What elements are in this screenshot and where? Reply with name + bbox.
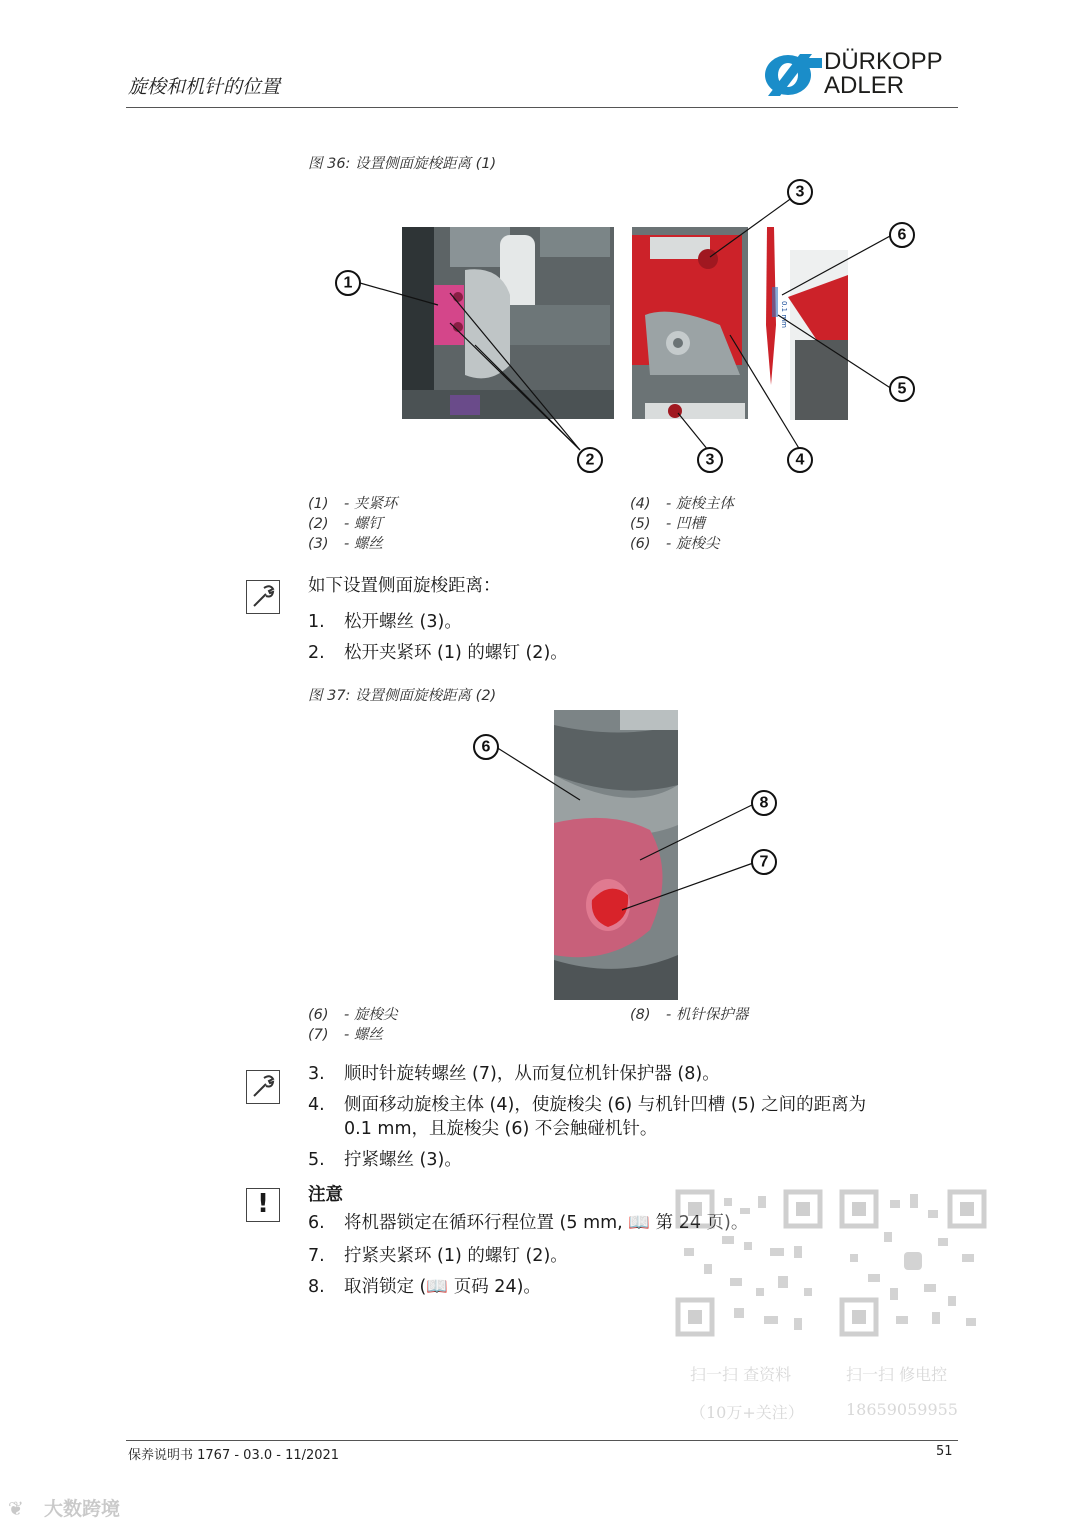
wrench-icon bbox=[246, 580, 280, 614]
footer-document-id: 保养说明书 1767 - 03.0 - 11/2021 bbox=[128, 1448, 340, 1463]
legend-item: (3) - 螺丝 bbox=[308, 536, 383, 552]
step-item: 1. 松开螺丝 (3)。 bbox=[308, 612, 462, 632]
logo-line-1: DÜRKOPP bbox=[824, 48, 943, 75]
figure-36-right-image bbox=[632, 227, 848, 420]
svg-text:6: 6 bbox=[481, 738, 491, 756]
svg-text:4: 4 bbox=[795, 451, 805, 469]
step-item: 2. 松开夹紧环 (1) 的螺钉 (2)。 bbox=[308, 643, 568, 663]
chat-icon: ❦ bbox=[8, 1498, 24, 1520]
legend-item: (6) - 旋梭尖 bbox=[630, 536, 720, 552]
step-item: 6. 将机器锁定在循环行程位置 (5 mm, 📖 第 24 页)。 bbox=[308, 1213, 749, 1233]
watermark-text: 扫一扫 修电控 bbox=[846, 1365, 948, 1384]
svg-text:6: 6 bbox=[897, 226, 907, 244]
legend-item: (2) - 螺钉 bbox=[308, 516, 383, 532]
callout-5 bbox=[890, 377, 914, 401]
callout-2 bbox=[578, 448, 602, 472]
legend-item: (1) - 夹紧环 bbox=[308, 496, 398, 512]
qr-code-2 bbox=[838, 1188, 988, 1338]
step-item: 4. 侧面移动旋梭主体 (4)，使旋梭尖 (6) 与机针凹槽 (5) 之间的距离为 bbox=[308, 1095, 867, 1115]
callout-3-bottom bbox=[698, 448, 722, 472]
svg-text:3: 3 bbox=[795, 183, 805, 201]
watermark-text: （10万+关注） bbox=[690, 1403, 804, 1422]
step-item: 8. 取消锁定 (📖 页码 24)。 bbox=[308, 1277, 541, 1297]
figure-36-caption: 图 36: 设置侧面旋梭距离 (1) bbox=[308, 156, 497, 172]
header-divider bbox=[126, 107, 958, 108]
page-header-title: 旋梭和机针的位置 bbox=[128, 76, 281, 98]
figure-37-caption: 图 37: 设置侧面旋梭距离 (2) bbox=[308, 688, 497, 704]
legend-item: (5) - 凹槽 bbox=[630, 516, 705, 532]
page-number: 51 bbox=[936, 1444, 953, 1459]
figure-36 bbox=[300, 175, 940, 475]
exclamation-icon: ! bbox=[246, 1188, 280, 1222]
dimension-label: 0.1 mm bbox=[780, 301, 788, 328]
callout-1 bbox=[336, 271, 360, 295]
callout-3-top bbox=[788, 180, 812, 204]
legend-item: (7) - 螺丝 bbox=[308, 1027, 383, 1043]
step-item: 3. 顺时针旋转螺丝 (7)，从而复位机针保护器 (8)。 bbox=[308, 1064, 720, 1084]
callout-8 bbox=[752, 791, 776, 815]
procedure-intro: 如下设置侧面旋梭距离： bbox=[308, 576, 501, 596]
watermark-text: 扫一扫 查资料 bbox=[690, 1365, 792, 1384]
logo-text bbox=[824, 50, 943, 98]
legend-item: (6) - 旋梭尖 bbox=[308, 1007, 398, 1023]
qr-code-1 bbox=[674, 1188, 824, 1338]
brand-watermark: ❦ 大数跨境 bbox=[8, 1498, 121, 1520]
legend-item: (4) - 旋梭主体 bbox=[630, 496, 734, 512]
callout-7 bbox=[752, 850, 776, 874]
svg-text:7: 7 bbox=[759, 853, 769, 871]
figure-37-image bbox=[554, 710, 678, 1000]
step-item: 7. 拧紧夹紧环 (1) 的螺钉 (2)。 bbox=[308, 1246, 568, 1266]
callout-6 bbox=[474, 735, 498, 759]
legend-item: (8) - 机针保护器 bbox=[630, 1007, 749, 1023]
footer-divider bbox=[126, 1440, 958, 1441]
wrench-icon bbox=[246, 1070, 280, 1104]
svg-text:2: 2 bbox=[585, 451, 595, 469]
svg-text:5: 5 bbox=[897, 380, 907, 398]
logo-line-2: ADLER bbox=[824, 72, 905, 99]
logo-mark-icon bbox=[762, 52, 824, 98]
callout-4 bbox=[788, 448, 812, 472]
svg-text:1: 1 bbox=[343, 274, 353, 292]
svg-text:8: 8 bbox=[759, 794, 769, 812]
step-item: 5. 拧紧螺丝 (3)。 bbox=[308, 1150, 462, 1170]
figure-36-left-image bbox=[402, 227, 614, 419]
note-title: 注意 bbox=[308, 1185, 343, 1205]
watermark-text: 18659059955 bbox=[846, 1400, 958, 1419]
svg-text:3: 3 bbox=[705, 451, 715, 469]
step-item-continued: 0.1 mm，且旋梭尖 (6) 不会触碰机针。 bbox=[344, 1119, 658, 1139]
callout-6 bbox=[890, 223, 914, 247]
figure-37 bbox=[460, 705, 800, 1000]
